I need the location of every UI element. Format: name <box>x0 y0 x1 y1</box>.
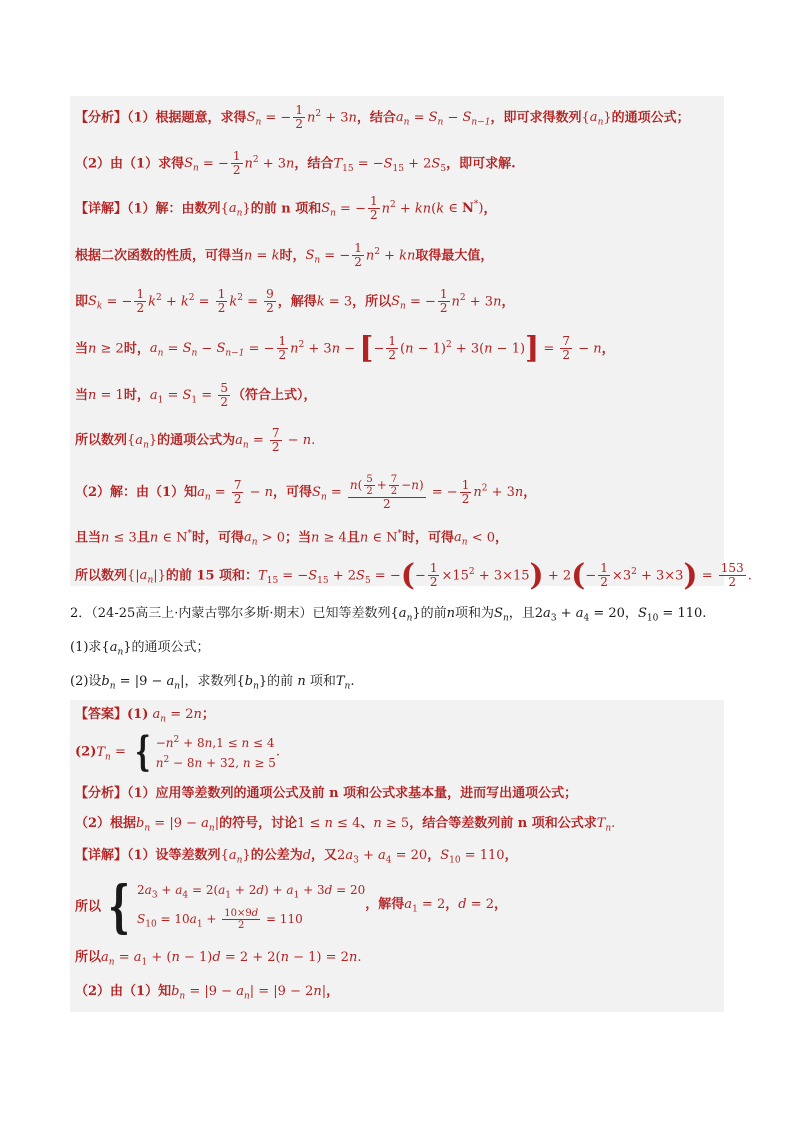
detail2-line-1: 【详解】（1）设等差数列$\{a_n\}$的公差为d，又$2a_3 + a_4 = 20$，$S_{10} = 110$， <box>75 848 518 866</box>
detail-line-2: 根据二次函数的性质，可得当n = k时，$S_n$ = − $\frac{1}{2}$ $n^2$ + kn取得最大值， <box>75 241 494 270</box>
analysis-line-1: 【分析】（1）根据题意，求得$S_n$ = − $\frac{1}{2}$ $n^2 + 3n$，结合$a_n = S_n - S_{n-1}$，即可求得数列$\{a_n\}$的通项公式； <box>75 103 690 132</box>
detail2-line-3: 所以$a_n = a_1 + (n - 1)d = 2 + 2(n - 1) = 2n$. <box>75 950 362 968</box>
detail-line-5: 当n = 1时，$a_1 = S_1$ = $\frac{5}{2}$ （符合上式）， <box>75 381 317 409</box>
analysis-line-2: （2）由（1）求得$S_n$ = − $\frac{1}{2}$ $n^2 + 3n$，结合$T_{15} = -S_{15} + 2S_5$，即可求解. <box>75 149 516 178</box>
detail-tag-2: 【详解】 <box>75 848 128 863</box>
detail-line-6: 所以数列$\{a_n\}$的通项公式为$a_n$ = $\frac{7}{2}$ − n. <box>75 426 316 454</box>
question-2-part-1: (1)求$\{a_n\}$的通项公式； <box>70 640 210 658</box>
answer-line-2: $(2)T_n$ = { $-n^2 + 8n,1 \le n \le 4$ $n^2 - 8n + 32$, n ≥ 5 . <box>75 728 281 775</box>
left-brace: { <box>135 728 151 775</box>
question-2-part-2: (2)设$b_n = |9 - a_n|$，求数列$\{b_n\}$的前 n 项和$T_n$. <box>70 674 355 692</box>
detail2-line-2: 所以 { $2a_3 + a_4 = 2(a_1 + 2d) + a_1 + 3d = 20$ $S_{10} = 10a_1$ + $\frac{10\times 9d}{2}$ = 110 ，解得$a_1 = 2$，d = 2， <box>75 874 508 941</box>
analysis2-line-1: 【分析】（1）应用等差数列的通项公式及前 n 项和公式求基本量，进而写出通项公式； <box>75 786 578 801</box>
detail-line-7: （2）解：由（1）知$a_n$ = $\frac{7}{2}$ − n，可得$S_n$ = n( $\frac{5}{2}$ + $\frac{7}{2}$ −n) 2 = − $\frac{1}{2}$ $n^2 + 3n$， <box>75 474 537 511</box>
detail-line-3: 即$S_k$ = − $\frac{1}{2}$ $k^2 + k^2$ = $\frac{1}{2}$ $k^2$ = $\frac{9}{2}$ ，解得k = 3，所以$S_n$ = − $\frac{1}{2}$ $n^2 + 3n$， <box>75 287 515 316</box>
detail-line-4: 当n ≥ 2时，$a_n = S_n - S_{n-1}$ = − $\frac{1}{2}$ $n^2 + 3n$ − [− $\frac{1}{2}$ $(n - 1)^2 + 3(n - 1)$] = $\frac{7}{2}$ − n， <box>75 330 615 366</box>
analysis-tag: 【分析】 <box>75 110 128 126</box>
answer-tag: 【答案】 <box>75 707 128 722</box>
answer-line-1: 【答案】(1) $a_n = 2n$； <box>75 707 215 725</box>
detail-line-9: 所以数列$\{|a_n|\}$的前 15 项和：$T_{15} = -S_{15} + 2S_5$ = −(− $\frac{1}{2}$ $\times 15^2 + 3\times 15) + 2(-$ $\frac{1}{2}$ $\times 3^2 + 3\times 3$) = $\frac{153}{2}$ . <box>75 557 752 593</box>
fraction: $\frac{1}{2}$ <box>295 103 303 132</box>
detail-line-1: 【详解】（1）解：由数列$\{a_n\}$的前 n 项和$S_n$ = − $\frac{1}{2}$ $n^2 + kn(k$ ∈ N*)， <box>75 194 497 223</box>
detail2-line-4: （2）由（1）知$b_n = |9 - a_n| = |9 - 2n|$， <box>75 984 340 1002</box>
detail-line-8: 且当n ≤ 3且n ∈ N*时，可得$a_n > 0$；当n ≥ 4且n ∈ N*时，可得$a_n < 0$， <box>75 529 509 548</box>
analysis-tag-2: 【分析】 <box>75 786 128 801</box>
detail-tag: 【详解】 <box>75 201 128 217</box>
analysis2-line-2: （2）根据$b_n = |9 - a_n|$的符号，讨论1 ≤ n ≤ 4、n ≥ 5，结合等差数列前 n 项和公式求$T_n$. <box>75 816 616 834</box>
question-2-stem: 2．（24-25高三上·内蒙古鄂尔多斯·期末）已知等差数列$\{a_n\}$的前n项和为$S_n$，且$2a_3 + a_4 = 20$，$S_{10} = 110$. <box>70 606 707 624</box>
